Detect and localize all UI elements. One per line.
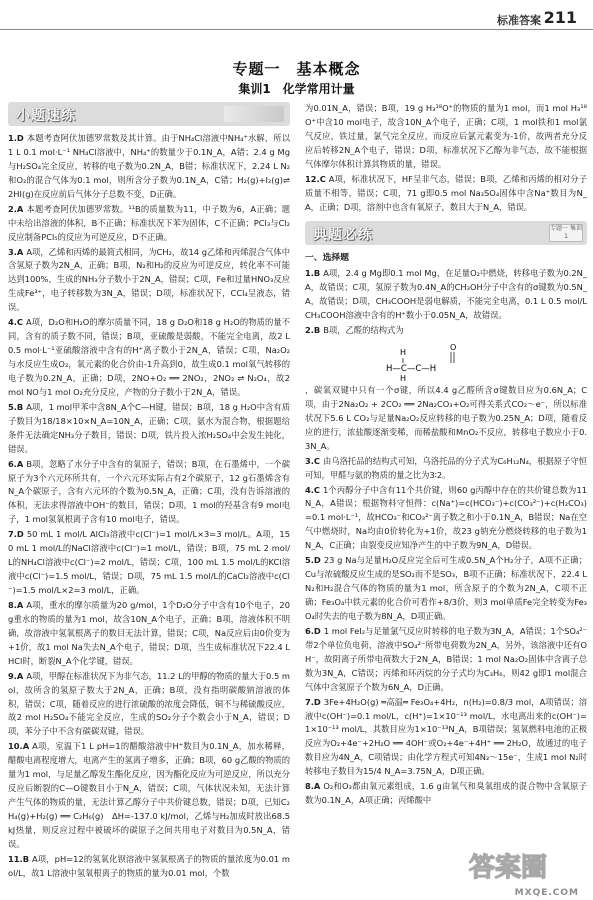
answer-item: 12.C A项，标准状况下，HF呈非气态，错误；B项，乙烯和丙烯的相对分子质量不相等，错误；C项，71 g即0.5 mol Na₂SO₄固体中含Na⁺数目为N_A，正确；D项，溶剂中也含有氧原子，数目大于N_A，错误。 [305,173,587,212]
watermark-text: 答案圈 [469,853,548,883]
answer-item: 8.A A项，重水的摩尔质量为20 g/mol，1个D₂O分子中含有10个电子，20 g重水的物质的量为1 mol，故含10N_A个电子，正确；B项，溶液体积不明确，故溶液中氢氧根离子的数目无法计算，错误；C项，Na反应后由0价变为+1价，故1 mol Na失去N_A个电子，错误；D项，当生成标准状况下22.4 L HCl时，断裂N_A个化学键，错误。 [8,599,290,666]
section-title-practice: 典题必练 [313,226,373,243]
subsection-heading: 一、选择题 [305,252,349,263]
watermark-subtext: MXQE.COM [514,888,579,898]
answer-item: 10.A A项，室温下1 L pH=1的醋酸溶液中H⁺数目为0.1N_A，加水稀释，醋酸电离程度增大，电离产生的氢离子增多，正确；B项，60 g乙酸的物质的量为1 mol，与足量乙醇发生酯化反应，因为酯化反应为可逆反应，所以充分反应后断裂的C—O键数目小于N_A，错误；C项，气体状况未知，无法计算产生气体的物质的量，无法计算乙醇分子中共价键总数，错误；D项，已知C₂H₄(g)+H₂(g) ══ C₂H₆(g) ΔH=-137.0 kJ/mol，乙烯与H₂加成时放出68.5 kJ热量，则反应过程中被破坏的碳原子之间共用电子对数目为0.5N_A，错误。 [8,741,290,849]
answer-item: 7.D 3Fe+4H₂O(g) ═高温═ Fe₃O₄+4H₂，n(H₂)=0.8/3 mol，A项错误；溶液中c(OH⁻)=0.1 mol/L，c(H⁺)=1×10⁻¹³ mol/L，水电离出来的c(OH⁻)=1×10⁻¹³ mol/L，其数目应为1×10⁻¹³N_A，B项错误；氢氧燃料电池的正极反应为O₂+4e⁻+2H₂O ══ 4OH⁻或O₂+4e⁻+4H⁺ ══ 2H₂O，故通过的电子数目应为4N_A，C项错误；由化学方程式可知4N₂～15e⁻，生成1 mol N₂时转移电子数目为15/4 N_A=3.75N_A，D项正确。 [305,696,587,777]
answer-item: 9.A A项，甲醇在标准状况下为非气态，11.2 L的甲醇的物质的量大于0.5 mol，故所含的氢原子数大于2N_A，正确；B项，没有指明碳酸钠溶液的体积，错误；C项，随着反应的进行浓硫酸的浓度会降低，铜不与稀硫酸反应，故2 mol H₂SO₄不能完全反应，生成的SO₂分子个数会小于N_A，错误；D项，苯分子中不含有碳碳双键，错误。 [8,670,290,737]
svg-text:O: O [450,342,457,352]
chapter-subtitle: 集训1 化学常用计量 [238,82,355,96]
formula-text: H—C—C—H [386,363,437,374]
structural-formula-diagram [386,341,506,381]
svg-text:H: H [400,347,407,357]
section-banner-practice [305,221,587,245]
continued-text: 为0.01N_A，错误；B项，19 g H₃¹⁸O⁺的物质的量为1 mol，而1 mol H₃¹⁸O⁺中含10 mol电子，故含10N_A个电子，正确；C项，1 mol铁和1 mol氯气反应，铁过量，氯气完全反应，而反应后氯元素变为-1价，故两者充分反应后转移2N_A个电子，错误；D项，标准状况下乙醇为非气态，故不能根据气体摩尔体积计算其物质的量，错误。 [305,103,587,169]
answer-item: 3.A A项，乙烯和丙烯的最简式相同，为CH₂，故14 g乙烯和丙烯混合气体中含氢原子数为2N_A，正确；B项，N₂和H₂的反应为可逆反应，转化率不可能达到100%，生成的NH₃分子数小于2N_A，错误；C项，Fe和过量HNO₃反应生成Fe³⁺，电子转移数为3N_A，错误；D项，标准状况下，CCl₄呈液态，错误。 [8,246,290,313]
left-column [8,102,290,898]
section-tag: 专题一 集训1 [550,224,582,240]
answer-item: 1.B A项，2.4 g Mg即0.1 mol Mg，在足量O₂中燃烧，转移电子数为0.2N_A，故错误；C项，氢原子数为0.4N_A的CH₃OH分子中含有的σ键数为0.5N_A，故错误；D项，CH₃COOH是弱电解质，不能完全电离，0.1 L 0.5 mol/L CH₃COOH溶液中含有的H⁺数小于0.05N_A，故错误。 [305,268,587,321]
acetaldehyde-structure [305,341,587,381]
right-column [305,102,587,898]
answer-item: 2.B B项，乙醛的结构式为 H O H—C—C—H H ，碳氧双键中只有一个σ键，所以4.4 g乙醛所含σ键数目应为0.6N_A；C项，由于2Na₂O₂ + 2CO₂ ══ 2Na₂CO₃+O₂可得关系式CO₂～e⁻，所以标准状况下5.6 L CO₂与足量Na₂O₂反应转移的电子数为0.25N_A；D项，随着反应的进行，浓盐酸逐渐变稀，而稀盐酸和MnO₂不反应，转移电子数应小于0.3N_A。 [305,325,587,451]
section-banner-quick [8,102,290,126]
answer-item: 3.C 由乌洛托品的结构式可知，乌洛托品的分子式为C₆H₁₂N₄，根据原子守恒可知，甲醛与氨的物质的量之比为3∶2。 [305,455,587,480]
answer-item: 5.D 23 g Na与足量H₂O反应完全后可生成0.5N_A个H₂分子，A项不正确；Cu与浓硫酸反应生成的是SO₂而不是SO₃，B项不正确；标准状况下，22.4 L N₂和H₂混合气体的物质的量为1 mol，所含原子的个数为2N_A，C项不正确；Fe₃O₄中铁元素的化合价可看作+8/3价，则3 mol单质Fe完全转变为Fe₃O₄时失去的电子数为8N_A，D项正确。 [305,555,587,621]
svg-text:H: H [400,373,407,381]
answer-item: 4.C 1个丙醇分子中含有11个共价键，则60 g丙醇中存在的共价键总数为11N_A，A错误；根据物料守恒得：c(Na⁺)=c(HCO₃⁻)+c(CO₃²⁻)+c(H₂CO₃)=0.1 mol·L⁻¹，故HCO₃⁻和CO₃²⁻离子数之和小于0.1N_A，B错误；Na在空气中燃烧时，Na均由0价转化为+1价，故23 g钠充分燃烧转移的电子数为1N_A，C正确；由裂变反应知净产生的中子数为9N_A，D错误。 [305,484,587,551]
answer-item: 5.B A项，1 mol甲苯中含8N_A个C—H键，错误；B项，18 g H₂O中含有质子数目为18/18×10×N_A=10N_A，正确；C项，氨水为混合物，根据题给条件无法确定NH₃分子数目，错误；D项，铁片投入浓H₂SO₄中会发生钝化，错误。 [8,401,290,454]
page-number: 211 [543,8,577,27]
answer-item: 8.A O₂和O₃都由氧元素组成，1.6 g由氧气和臭氧组成的混合物中含氧原子数为0.1N_A，A项正确；丙烯酸中 [305,781,587,806]
watermark-logo [465,846,583,894]
answer-item: 2.A 本题考查阿伏加德罗常数。¹¹B的质量数为11，中子数为6，A正确；题中未给出溶液的体积，B不正确；标准状况下苯为固体，C不正确；PCl₃与Cl₂反应制备PCl₅的反应为可逆反应，D不正确。 [8,203,290,242]
chapter-title: 专题一 基本概念 [232,60,361,78]
answer-item: 1.D 本题考查阿伏加德罗常数及其计算。由于NH₄Cl溶液中NH₄⁺水解，所以1 L 0.1 mol·L⁻¹ NH₄Cl溶液中，NH₄⁺的数量少于0.1N_A，A错；2.4 g Mg与H₂SO₄完全反应，转移的电子数为0.2N_A，B错；标准状况下，2.24 L N₂和O₂的混合气体为0.1 mol，则所含分子数为0.1N_A，C错；H₂(g)+I₂(g)⇌2HI(g)在反应前后气体分子总数不变，D正确。 [8,133,290,199]
running-header [0,0,593,34]
answer-item: 4.C A项，D₂O和H₂O的摩尔质量不同，18 g D₂O和18 g H₂O的物质的量不同，含有的质子数不同，错误；B项，亚硫酸是弱酸，不能完全电离，故2 L 0.5 mol·L⁻¹亚硫酸溶液中含有的H⁺离子数小于2N_A，错误；C项，Na₂O₂与水反应生成O₂，氧元素的化合价由-1升高到0，故生成0.1 mol氧气转移的电子数为0.2N_A，正确；D项，2NO+O₂ ══ 2NO₂，2NO₂ ⇌ N₂O₄，故2 mol NO与1 mol O₂充分反应，产物的分子数小于2N_A，错误。 [8,317,290,397]
answer-item: 6.A B项，忽略了水分子中含有的氧原子，错误；B项，在石墨烯中，一个碳原子为3个六元环所共有，一个六元环实际占有2个碳原子，12 g石墨烯含有N_A个碳原子，含有六元环的个数为0.5N_A，正确；C项，没有告诉溶液的体积，无法求得溶液中OH⁻的数目，错误；D项，1 mol的羟基含有9 mol电子，1 mol氢氧根离子含有10 mol电子，错误。 [8,458,290,525]
answer-item: 7.D 50 mL 1 mol/L AlCl₃溶液中c(Cl⁻)=1 mol/L×3=3 mol/L。A项，150 mL 1 mol/L的NaCl溶液中c(Cl⁻)=1 mol/L，错误；B项，75 mL 2 mol/L的NH₄Cl溶液中c(Cl⁻)=2 mol/L，错误；C项，100 mL 1.5 mol/L的KCl溶液中c(Cl⁻)=1.5 mol/L，错误；D项，75 mL 1.5 mol/L的CaCl₂溶液中c(Cl⁻)=1.5 mol/L×2=3 mol/L，正确。 [8,529,290,595]
answer-item: 6.D 1 mol FeI₂与足量氯气反应时转移的电子数为3N_A，A错误；1个SO₄²⁻带2个单位负电荷，溶液中SO₄²⁻所带电荷数为2N_A，另外，该溶液中还有OH⁻，故阴离子所带电荷数大于2N_A，B错误；1 mol Na₂O₂固体中含离子总数为3N_A，C错误；丙烯和环丙烷的分子式均为C₃H₆，则42 g即1 mol混合气体中含氢原子个数为6N_A，D正确。 [305,625,587,692]
header-rule [0,29,593,30]
banner-decoration [224,106,284,122]
answer-item: 11.B A项，pH=12的氢氧化钡溶液中氢氧根离子的物质的量浓度为0.01 mol/L，故1 L溶液中氢氧根离子的物质的量为0.01 mol，个数 [8,853,290,878]
section-title-quick: 小题速练 [16,108,76,124]
header-label: 标准答案 [497,14,541,27]
